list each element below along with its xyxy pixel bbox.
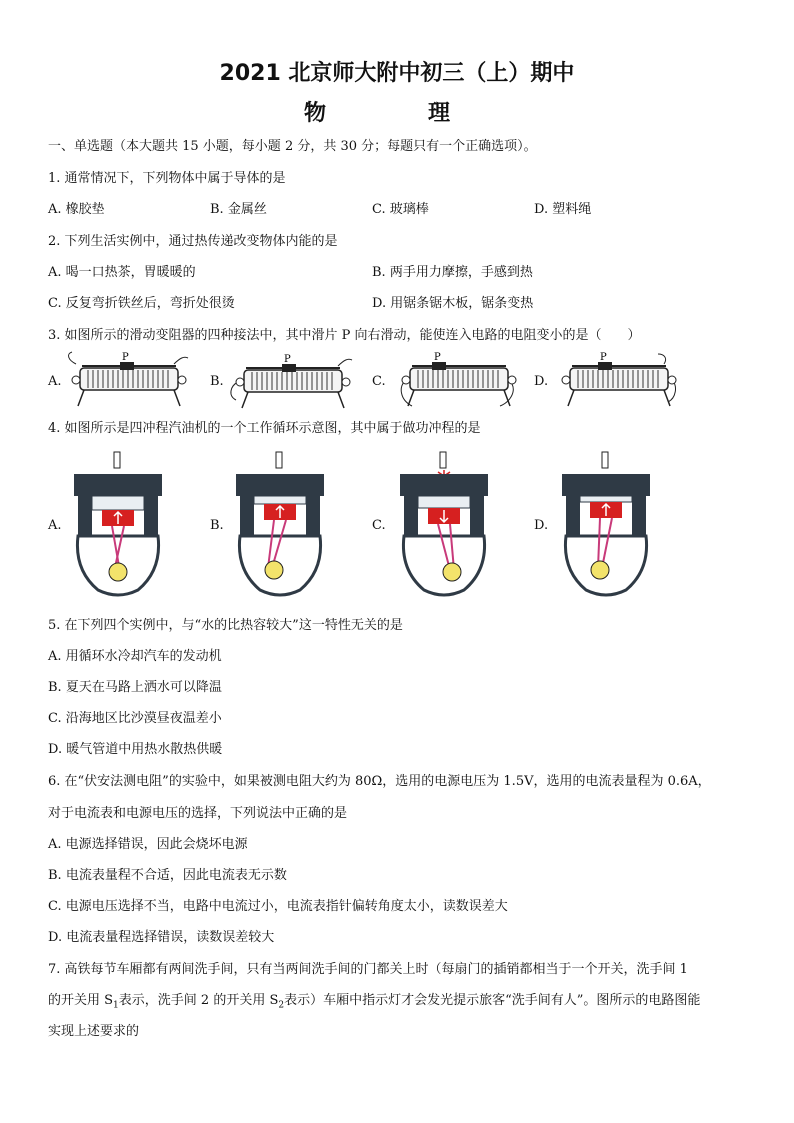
slider-p-label: P [122, 352, 129, 363]
q7-line2-part-a: 的开关用 S [48, 993, 114, 1008]
rheostat-figure-a [62, 350, 190, 412]
q7-line2-part-c: 表示）车厢中指示灯才会发光提示旅客“洗手间有人”。图所示的电路图能 [284, 993, 701, 1008]
q5-stem: 5. 在下列四个实例中，与“水的比热容较大”这一特性无关的是 [48, 618, 403, 633]
subject-title: 物 理 [303, 101, 490, 126]
q6-option-c: C. 电源电压选择不当，电路中电流过小，电流表指针偏转角度太小，读数误差大 [48, 899, 508, 914]
q2-option-a: A. 喝一口热茶，胃暖暖的 [48, 265, 196, 280]
q2-option-d: D. 用锯条锯木板，锯条变热 [372, 296, 534, 311]
q4-label-a: A. [48, 518, 62, 533]
q7-line2-part-b: 表示，洗手间 2 的开关用 S [118, 993, 279, 1008]
q7-line1: 7. 高铁每节车厢都有两间洗手间，只有当两间洗手间的门都关上时（每扇门的插销都相当于一个开关，洗手间 1 [48, 962, 688, 977]
q4-label-b: B. [210, 518, 224, 533]
q2-stem: 2. 下列生活实例中，通过热传递改变物体内能的是 [48, 234, 338, 249]
engine-figure-d [556, 450, 656, 602]
q3-label-b: B. [210, 374, 224, 389]
rheostat-figure-d [552, 350, 680, 412]
q6-option-b: B. 电流表量程不合适，因此电流表无示数 [48, 868, 287, 883]
slider-p-label: P [434, 352, 441, 363]
q5-option-d: D. 暖气管道中用热水散热供暖 [48, 742, 223, 757]
q1-option-c: C. 玻璃棒 [372, 202, 429, 217]
q7-line3: 实现上述要求的 [48, 1024, 140, 1039]
slider-p-label: P [600, 352, 607, 363]
q7-line2 [48, 992, 700, 1015]
q7-s1-subscript: 1 [113, 1000, 119, 1011]
q1-option-a: A. 橡胶垫 [48, 202, 105, 217]
rheostat-figure-b [226, 352, 354, 414]
q7-s2-subscript: 2 [278, 1000, 285, 1011]
page-title: 2021 北京师大附中初三（上）期中 [219, 61, 575, 86]
engine-figure-b [230, 450, 330, 602]
q2-option-c: C. 反复弯折铁丝后，弯折处很烫 [48, 296, 235, 311]
q5-option-c: C. 沿海地区比沙漠昼夜温差小 [48, 711, 222, 726]
q5-option-b: B. 夏天在马路上洒水可以降温 [48, 680, 222, 695]
q3-label-c: C. [372, 374, 386, 389]
q2-option-b: B. 两手用力摩擦，手感到热 [372, 265, 533, 280]
q1-stem: 1. 通常情况下，下列物体中属于导体的是 [48, 171, 286, 186]
q3-stem: 3. 如图所示的滑动变阻器的四种接法中，其中滑片 P 向右滑动，能使连入电路的电阻变小的是（ ） [48, 328, 641, 343]
q1-option-b: B. 金属丝 [210, 202, 267, 217]
q4-stem: 4. 如图所示是四冲程汽油机的一个工作循环示意图，其中属于做功冲程的是 [48, 421, 481, 436]
q3-label-d: D. [534, 374, 549, 389]
q4-label-c: C. [372, 518, 386, 533]
q6-stem-line2: 对于电流表和电源电压的选择，下列说法中正确的是 [48, 806, 348, 821]
q4-label-d: D. [534, 518, 549, 533]
q6-stem-line1: 6. 在“伏安法测电阻”的实验中，如果被测电阻大约为 80Ω，选用的电源电压为 1.5V，选用的电流表量程为 0.6A， [48, 774, 711, 789]
q1-option-d: D. 塑料绳 [534, 202, 592, 217]
rheostat-figure-c [392, 350, 520, 412]
engine-figure-c [394, 450, 494, 602]
section-heading: 一、单选题（本大题共 15 小题，每小题 2 分，共 30 分；每题只有一个正确选项）。 [48, 139, 537, 154]
slider-p-label: P [284, 354, 291, 365]
q5-option-a: A. 用循环水冷却汽车的发动机 [48, 649, 222, 664]
q3-label-a: A. [48, 374, 62, 389]
q6-option-d: D. 电流表量程选择错误，读数误差较大 [48, 930, 275, 945]
q6-option-a: A. 电源选择错误，因此会烧坏电源 [48, 837, 248, 852]
engine-figure-a [68, 450, 168, 602]
